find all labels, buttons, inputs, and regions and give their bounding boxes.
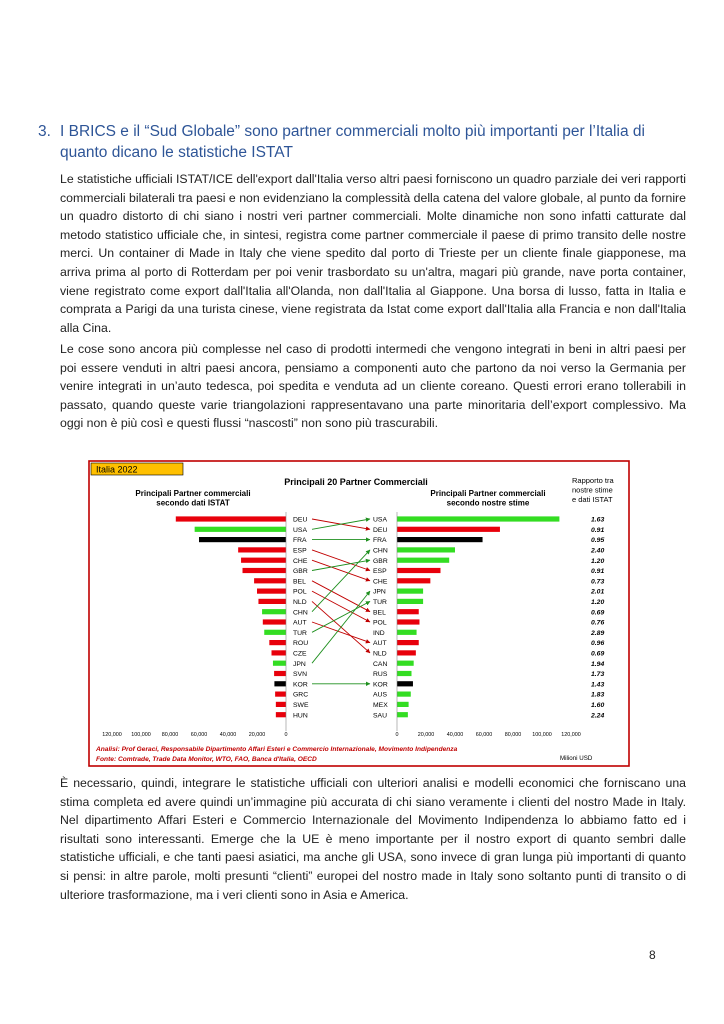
istat-bar-jpn (273, 661, 286, 666)
right-panel-title: Principali Partner commerciali secondo nostre stime (430, 489, 546, 508)
estimate-country-label: JPN (373, 588, 386, 596)
estimate-bar-pol (397, 619, 419, 624)
estimate-bar-jpn (397, 589, 423, 594)
ratio-value: 2.89 (591, 629, 605, 637)
estimate-bar-che (397, 578, 430, 583)
istat-bar-hun (276, 712, 286, 717)
estimate-country-label: AUS (373, 691, 387, 699)
estimate-country-label: BEL (373, 609, 386, 617)
estimate-bar-deu (397, 527, 500, 532)
istat-country-label: USA (293, 526, 307, 534)
istat-country-label: KOR (293, 681, 308, 689)
estimate-country-label: USA (373, 516, 387, 524)
istat-country-label: ROU (293, 640, 309, 648)
estimate-country-label: RUS (373, 671, 388, 679)
estimate-bar-tur (397, 599, 423, 604)
estimate-country-label: DEU (373, 526, 388, 534)
istat-country-label: NLD (293, 599, 307, 606)
ratio-value: 2.24 (591, 712, 605, 720)
estimate-bar-bel (397, 609, 419, 614)
ratio-value: 1.20 (591, 557, 605, 565)
ratio-value: 2.01 (591, 588, 605, 596)
istat-country-label: CHE (293, 557, 308, 565)
estimate-bar-mex (397, 702, 409, 707)
estimate-bar-chn (397, 547, 455, 552)
estimate-bar-sau (397, 712, 408, 717)
ratio-value: 0.91 (591, 568, 605, 576)
chart-credit-line-2: Fonte: Comtrade, Trade Data Monitor, WTO, FAO, Banca d'Italia, OECD (96, 756, 317, 763)
ratio-value: 1.94 (591, 660, 605, 668)
ratio-value: 1.73 (591, 671, 605, 679)
istat-bar-kor (274, 681, 286, 686)
estimate-country-label: MEX (373, 702, 388, 709)
section-title: I BRICS e il “Sud Globale” sono partner commerciali molto più importanti per l’Italia di quanto dicano le statistiche ISTAT (60, 123, 645, 161)
ratio-value: 0.95 (591, 537, 605, 545)
istat-bar-grc (275, 692, 286, 697)
estimate-bar-aus (397, 692, 411, 697)
estimate-country-label: TUR (373, 599, 387, 606)
estimate-bar-aut (397, 640, 419, 645)
ratio-value: 0.96 (591, 640, 605, 648)
ratio-value: 0.76 (591, 619, 605, 627)
istat-country-label: FRA (293, 537, 307, 545)
ratio-value: 1.60 (591, 702, 605, 709)
istat-bar-deu (176, 516, 286, 521)
istat-bar-nld (258, 599, 286, 604)
section-heading (38, 121, 678, 163)
istat-tick-label: 100,000 (131, 732, 151, 738)
estimate-bar-ind (397, 630, 417, 635)
istat-bar-esp (238, 547, 286, 552)
istat-bar-cze (272, 650, 287, 655)
estimate-bar-can (397, 661, 414, 666)
estimate-bar-rus (397, 671, 412, 676)
estimate-country-label: ESP (373, 568, 387, 576)
istat-bar-tur (264, 630, 286, 635)
estimate-tick-label: 120,000 (561, 732, 581, 738)
istat-country-label: CHN (293, 609, 308, 617)
istat-country-label: CZE (293, 650, 307, 658)
istat-country-label: GBR (293, 568, 308, 576)
ratio-value: 0.73 (591, 578, 605, 586)
ratio-value: 1.20 (591, 599, 605, 606)
chart-tag: Italia 2022 (96, 464, 138, 475)
estimate-country-label: SAU (373, 712, 387, 720)
ratio-value: 1.43 (591, 681, 605, 689)
istat-country-label: ESP (293, 547, 307, 555)
estimate-country-label: POL (373, 619, 387, 627)
istat-bar-swe (276, 702, 286, 707)
istat-bar-pol (257, 589, 286, 594)
istat-bar-fra (199, 537, 286, 542)
estimate-tick-label: 20,000 (417, 732, 435, 738)
estimate-country-label: FRA (373, 537, 387, 545)
istat-country-label: DEU (293, 516, 308, 524)
estimate-country-label: CAN (373, 660, 388, 668)
istat-bar-svn (274, 671, 286, 676)
estimate-country-label: GBR (373, 557, 388, 565)
estimate-tick-label: 40,000 (446, 732, 464, 738)
istat-country-label: BEL (293, 578, 306, 586)
estimate-bar-nld (397, 650, 416, 655)
ratio-value: 2.40 (591, 547, 605, 555)
istat-bar-rou (269, 640, 286, 645)
trade-partners-chart (88, 460, 630, 767)
istat-country-label: JPN (293, 660, 306, 668)
estimate-country-label: KOR (373, 681, 388, 689)
estimate-tick-label: 60,000 (475, 732, 493, 738)
estimate-bar-usa (397, 516, 559, 521)
chart-title: Principali 20 Partner Commerciali (284, 477, 428, 487)
istat-country-label: SVN (293, 671, 307, 679)
ratio-value: 0.91 (591, 526, 605, 534)
istat-country-label: AUT (293, 619, 307, 627)
istat-tick-label: 40,000 (219, 732, 237, 738)
ratio-value: 1.63 (591, 516, 605, 524)
istat-bar-chn (262, 609, 286, 614)
istat-country-label: SWE (293, 702, 309, 709)
paragraph-2: Le cose sono ancora più complesse nel caso di prodotti intermedi che vengono integrati in beni in altri paesi per poi essere venduti in altri paesi ancora, pensiamo a componenti auto che partono da noi verso la Germania per venire integrati in un’auto tedesca, poi spedita e venduta ad un cliente coreano. Questi errori erano tollerabili in passato, quando queste varie triangolazioni rappresentavano una parte minoritaria dell’export complessivo. Ma oggi non è più così e questi flussi “nascosti” non sono più trascurabili. (60, 342, 686, 431)
chart-credit-line-1: Analisi: Prof Geraci, Responsabile Dipartimento Affari Esteri e Commercio Internazionale, Movimento Indipendenza (96, 746, 458, 753)
istat-country-label: TUR (293, 629, 307, 637)
istat-tick-label: 20,000 (248, 732, 266, 738)
estimate-country-label: CHE (373, 578, 388, 586)
estimate-country-label: IND (373, 629, 385, 637)
ratio-value: 1.83 (591, 691, 605, 699)
estimate-tick-label: 0 (395, 732, 399, 738)
istat-country-label: GRC (293, 691, 309, 699)
istat-country-label: POL (293, 588, 307, 596)
section-number: 3. (38, 123, 51, 140)
istat-tick-label: 60,000 (190, 732, 208, 738)
estimate-tick-label: 80,000 (504, 732, 522, 738)
chart-unit-label: Milioni USD (560, 755, 593, 762)
estimate-bar-kor (397, 681, 413, 686)
estimate-country-label: AUT (373, 640, 387, 648)
estimate-country-label: NLD (373, 650, 387, 658)
istat-bar-gbr (243, 568, 287, 573)
page-number: 8 (649, 948, 656, 962)
ratio-header: Rapporto tra nostre stime e dati ISTAT (572, 476, 614, 504)
istat-bar-aut (263, 619, 286, 624)
ratio-value: 0.69 (591, 609, 605, 617)
left-panel-title: Principali Partner commerciali secondo dati ISTAT (135, 489, 251, 508)
istat-tick-label: 80,000 (161, 732, 179, 738)
estimate-bar-fra (397, 537, 483, 542)
istat-country-label: HUN (293, 712, 308, 720)
istat-tick-label: 120,000 (102, 732, 122, 738)
estimate-tick-label: 100,000 (532, 732, 552, 738)
estimate-country-label: CHN (373, 547, 388, 555)
ratio-value: 0.69 (591, 650, 605, 658)
paragraph-1: Le statistiche ufficiali ISTAT/ICE dell'export dall'Italia verso altri paesi forniscono un quadro parziale dei veri rapporti commerciali bilaterali tra paesi e non evidenziano la complessità della catena del valore globale, al punto da fornire un quadro distorto di chi siano i nostri veri partner commerciali. Molte dinamiche non sono infatti catturate dal metodo statistico ufficiale che, in sintesi, registra come partner commerciale il paese di primo transito delle nostre merci. Un container di Made in Italy che viene spedito dal porto di Trieste per un cliente finale giapponese, ma arriva prima al porto di Rotterdam per poi venir trasbordato su un'altra, magari più grande, nave porta container, viene registrato come export dall'Italia all'Olanda, non dall'Italia al Giappone. Una borsa di lusso, fatta in Italia e comprata a Parigi da una turista cinese, viene registrata da Istat come export dall'Italia alla Francia e non dall'Italia alla Cina. (60, 172, 686, 335)
estimate-bar-gbr (397, 558, 449, 563)
istat-tick-label: 0 (284, 732, 288, 738)
istat-bar-usa (195, 527, 286, 532)
istat-bar-che (241, 558, 286, 563)
istat-bar-bel (254, 578, 286, 583)
paragraph-3: È necessario, quindi, integrare le statistiche ufficiali con ulteriori analisi e modelli economici che forniscano una stima completa ed avere quindi un’immagine più accurata di chi siano veramente i clienti del nostro Made in Italy. Nel dipartimento Affari Esteri e Commercio Internazionale del Movimento Indipendenza lo abbiamo fatto ed i risultati sono interessanti. Emerge che la UE è meno importante per il nostro export di quanto sembri dalle statistiche ufficiali, e che tanti paesi asiatici, ma anche gli USA, sono invece di gran lunga più importanti di quanto si pensi: in altre parole, molti presunti “clienti” europei del nostro made in Italy sono soltanto punti di transito o di ulteriore trasformazione, ma i veri clienti sono in Asia e America. (60, 776, 686, 902)
estimate-bar-esp (397, 568, 441, 573)
